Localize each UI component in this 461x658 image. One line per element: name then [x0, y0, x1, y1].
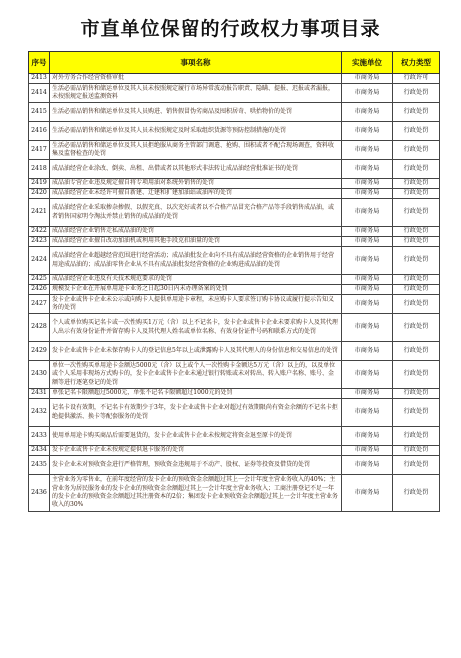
item-name: 生活必需品销售和储运单位及其人员未按照规定履行市场异常波动报告职责、隐瞒、提报、迟报或者漏报，未按照规定报送监测资料 — [50, 84, 342, 103]
row-number: 2436 — [29, 475, 50, 512]
row-number: 2432 — [29, 399, 50, 427]
power-type: 行政处罚 — [393, 399, 440, 427]
power-items-table — [28, 51, 440, 512]
row-number: 2416 — [29, 122, 50, 141]
table-row — [29, 389, 440, 399]
item-name: 成品油经营企业涂改、倒卖、出租、出借或者以其他形式非法转让成品油经营批准证书的处罚 — [50, 160, 342, 179]
item-name: 使用单用途卡购买商品后需要退货的，发卡企业或售卡企业未按规定将资金退至原卡的处罚 — [50, 427, 342, 446]
implementing-unit: 市商务局 — [342, 389, 393, 399]
power-type: 行政处罚 — [393, 103, 440, 122]
table-row — [29, 314, 440, 342]
implementing-unit: 市商务局 — [342, 361, 393, 389]
table-row — [29, 446, 440, 456]
power-type: 行政处罚 — [393, 361, 440, 389]
item-name: 发卡企业未对预收资金进行严格管理，预收资金违规用于不动产、股权、证券等投资及借贷的处罚 — [50, 456, 342, 475]
row-number: 2419 — [29, 179, 50, 189]
item-name: 成品油经营企业违反有关技术规范要求的处罚 — [50, 275, 342, 285]
implementing-unit: 市商务局 — [342, 342, 393, 361]
table-row — [29, 74, 440, 84]
row-number: 2423 — [29, 237, 50, 247]
table-row — [29, 227, 440, 237]
implementing-unit: 市商务局 — [342, 74, 393, 84]
row-number: 2435 — [29, 456, 50, 475]
table-row — [29, 122, 440, 141]
row-number: 2431 — [29, 389, 50, 399]
implementing-unit: 市商务局 — [342, 456, 393, 475]
power-type: 行政处罚 — [393, 314, 440, 342]
power-type: 行政处罚 — [393, 237, 440, 247]
row-number: 2415 — [29, 103, 50, 122]
implementing-unit: 市商务局 — [342, 179, 393, 189]
power-type: 行政处罚 — [393, 189, 440, 199]
page-title: 市直单位保留的行政权力事项目录 — [80, 18, 381, 40]
power-type: 行政处罚 — [393, 227, 440, 237]
item-name: 生活必需品销售和储运单位及其人员未按照规定及时采取组织货源等预防控制措施的处罚 — [50, 122, 342, 141]
power-type: 行政处罚 — [393, 456, 440, 475]
item-name: 单位一次性购买单用途卡金额达5000元（含）以上或个人一次性购卡金额达5万元（含）以上的，以及单位或个人采用非现场方式购卡的，发卡企业或售卡企业未通过银行转账或未对转出、转入账户名称、账号、金额等进行逐笔登记的处罚 — [50, 361, 342, 389]
table-row — [29, 84, 440, 103]
implementing-unit: 市商务局 — [342, 141, 393, 160]
implementing-unit: 市商务局 — [342, 103, 393, 122]
row-number: 2424 — [29, 247, 50, 275]
implementing-unit: 市商务局 — [342, 285, 393, 295]
row-number: 2422 — [29, 227, 50, 237]
row-number: 2426 — [29, 285, 50, 295]
row-number: 2427 — [29, 295, 50, 314]
item-name: 生活必需品销售和储运单位及其人员拒绝服从商务主管部门调遣、抢购、围积或者不配合现场调查，资料收集及监督检查的处罚 — [50, 141, 342, 160]
row-number: 2414 — [29, 84, 50, 103]
item-name: 单张记名卡限额超过5000元，单张不记名卡限额超过1000元的处罚 — [50, 389, 342, 399]
table-row — [29, 295, 440, 314]
row-number: 2430 — [29, 361, 50, 389]
row-number: 2420 — [29, 189, 50, 199]
table-row — [29, 361, 440, 389]
implementing-unit: 市商务局 — [342, 314, 393, 342]
row-number: 2428 — [29, 314, 50, 342]
item-name: 成品油经营企业擅自改动加油机或利用其他手段克扣油量的处罚 — [50, 237, 342, 247]
table-row — [29, 342, 440, 361]
implementing-unit: 市商务局 — [342, 446, 393, 456]
implementing-unit: 市商务局 — [342, 122, 393, 141]
power-type: 行政处罚 — [393, 342, 440, 361]
row-number: 2434 — [29, 446, 50, 456]
implementing-unit: 市商务局 — [342, 295, 393, 314]
table-row — [29, 141, 440, 160]
item-name: 生活必需品销售和储运单位及其人员购进、销售假冒伪劣商品及囤积居奇、哄抬物价的处罚 — [50, 103, 342, 122]
power-type: 行政处罚 — [393, 295, 440, 314]
implementing-unit: 市商务局 — [342, 199, 393, 227]
row-number: 2429 — [29, 342, 50, 361]
header-item-name: 事项名称 — [50, 52, 342, 74]
power-type: 行政处罚 — [393, 475, 440, 512]
power-type: 行政处罚 — [393, 285, 440, 295]
table-row — [29, 189, 440, 199]
power-type: 行政处罚 — [393, 427, 440, 446]
item-name: 记名卡设有效期，不记名卡有效期少于3年，发卡企业或售卡企业对超过有效期限尚有资金余额的不记名卡拒绝提供激活、换卡等配套服务的处罚 — [50, 399, 342, 427]
power-type: 行政处罚 — [393, 199, 440, 227]
power-type: 行政处罚 — [393, 179, 440, 189]
table-row — [29, 103, 440, 122]
item-name: 成品油经营企业销售走私成品油的处罚 — [50, 227, 342, 237]
table-row — [29, 285, 440, 295]
item-name: 发卡企业或售卡企业未按规定提供退卡服务的处罚 — [50, 446, 342, 456]
item-name: 主营业务为零售业，在前年度经营的发卡企业的预收资金余额超过其上一会计年度主营业务收入的40%；主营业务为居民服务业的发卡企业的预收资金余额超过其上一会计年度主营业务收入；工商注册登记不足一年的发卡企业的预收资金余额超过其注册资本的2倍；集团发卡企业预收资金余额超过其上一会计年度主营业务收入的30% — [50, 475, 342, 512]
implementing-unit: 市商务局 — [342, 475, 393, 512]
row-number: 2418 — [29, 160, 50, 179]
implementing-unit: 市商务局 — [342, 247, 393, 275]
implementing-unit: 市商务局 — [342, 227, 393, 237]
power-type: 行政处罚 — [393, 160, 440, 179]
item-name: 成品油经营企业采取掺杂掺假、以假充真、以次充好或者以不合格产品冒充合格产品等手段销售成品油，或者销售国家明令淘汰并禁止销售的成品油的处罚 — [50, 199, 342, 227]
table-row — [29, 275, 440, 285]
power-type: 行政处罚 — [393, 122, 440, 141]
implementing-unit: 市商务局 — [342, 160, 393, 179]
item-name: 个人或单位购买记名卡或一次性购买1万元（含）以上不记名卡，发卡企业或售卡企业未要求购卡人及其代理人出示有效身份证件并留存购卡人及其代理人姓名或单位名称、有效身份证件号码和联系方式的处罚 — [50, 314, 342, 342]
row-number: 2433 — [29, 427, 50, 446]
power-type: 行政许可 — [393, 74, 440, 84]
row-number: 2417 — [29, 141, 50, 160]
row-number: 2425 — [29, 275, 50, 285]
power-type: 行政处罚 — [393, 389, 440, 399]
item-name: 发卡企业或售卡企业未保存购卡人的登记信息5年以上或泄露购卡人及其代理人的身份信息和交易信息的处罚 — [50, 342, 342, 361]
power-type: 行政处罚 — [393, 141, 440, 160]
row-number: 2421 — [29, 199, 50, 227]
table-header-row — [29, 52, 440, 74]
power-type: 行政处罚 — [393, 84, 440, 103]
table-row — [29, 247, 440, 275]
item-name: 成品油经营企业未经许可擅自新建、迁建和扩建加油站或油库的处罚 — [50, 189, 342, 199]
table-row — [29, 179, 440, 189]
header-unit: 实施单位 — [342, 52, 393, 74]
item-name: 成品油专营企业违反规定擅自将专项用油对系统外销售的处罚 — [50, 179, 342, 189]
table-row — [29, 427, 440, 446]
power-type: 行政处罚 — [393, 275, 440, 285]
header-power-type: 权力类型 — [393, 52, 440, 74]
implementing-unit: 市商务局 — [342, 427, 393, 446]
header-seq: 序号 — [29, 52, 50, 74]
table-row — [29, 475, 440, 512]
power-type: 行政处罚 — [393, 247, 440, 275]
table-row — [29, 237, 440, 247]
table-row — [29, 456, 440, 475]
row-number: 2413 — [29, 74, 50, 84]
table-row — [29, 160, 440, 179]
item-name: 规模发卡企业在开展单用途卡业务之日起30日内未办理备案的处罚 — [50, 285, 342, 295]
implementing-unit: 市商务局 — [342, 399, 393, 427]
item-name: 成品油经营企业超越经营范围进行经营活动；成品油批发企业向不具有成品油经营资格的企业销售用于经营用途成品油的；成品油零售企业从不具有成品油批发经营资格的企业购进成品油的处罚 — [50, 247, 342, 275]
table-row — [29, 199, 440, 227]
implementing-unit: 市商务局 — [342, 189, 393, 199]
power-type: 行政处罚 — [393, 446, 440, 456]
item-name: 发卡企业或售卡企业未公示或向购卡人提供单用途卡章程，未应购卡人要求签订购卡协议或履行提示告知义务的处罚 — [50, 295, 342, 314]
item-name: 对外劳务合作经营资格审批 — [50, 74, 342, 84]
implementing-unit: 市商务局 — [342, 237, 393, 247]
implementing-unit: 市商务局 — [342, 275, 393, 285]
implementing-unit: 市商务局 — [342, 84, 393, 103]
table-row — [29, 399, 440, 427]
